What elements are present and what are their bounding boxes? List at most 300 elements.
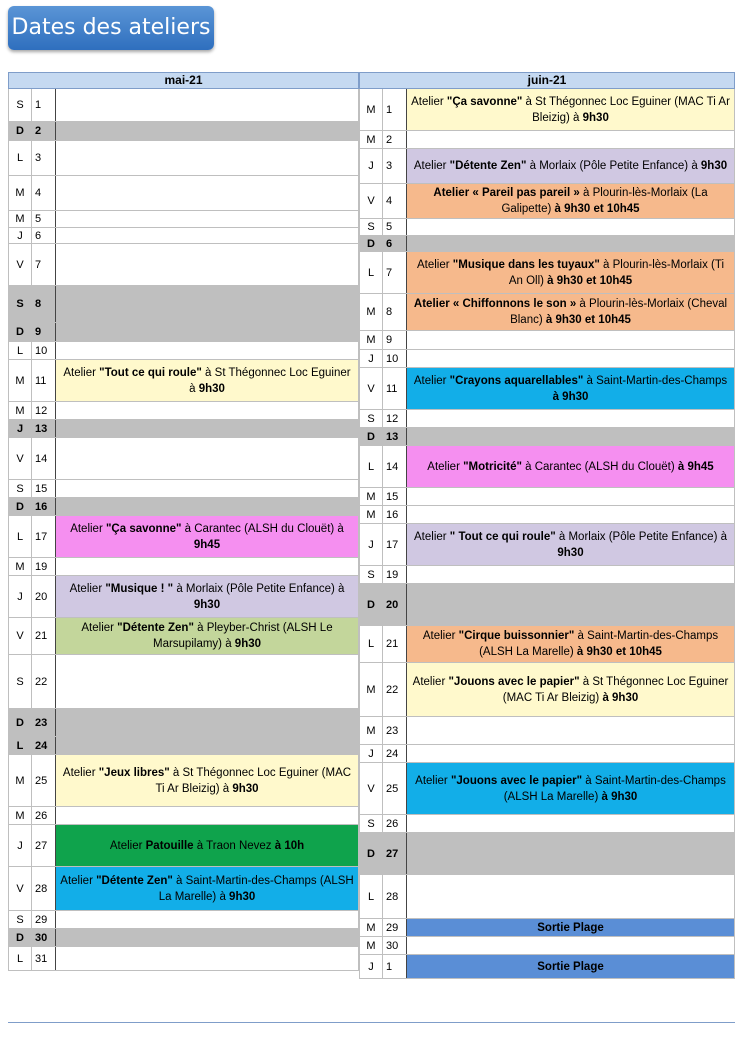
day-row: [359, 745, 735, 763]
day-row: [8, 176, 359, 211]
event-text: [410, 373, 731, 405]
day-number: 22: [383, 663, 407, 716]
event-cell: [56, 867, 359, 910]
empty-cell: [407, 410, 735, 427]
event-location: à Morlaix (Pôle Petite Enfance) à: [555, 530, 727, 543]
day-row: [359, 524, 735, 566]
weekday-letter: L: [359, 875, 383, 918]
day-number: 17: [32, 516, 56, 557]
event-time: 9h30: [198, 382, 225, 395]
weekday-letter: M: [359, 331, 383, 349]
event-cell: [56, 618, 359, 654]
weekday-letter: M: [359, 131, 383, 148]
day-row: [359, 446, 735, 488]
month-may: [8, 72, 359, 971]
weekday-letter: D: [8, 498, 32, 515]
day-row: [359, 717, 735, 745]
day-number: 6: [383, 236, 407, 251]
empty-cell: [56, 89, 359, 121]
empty-cell: [56, 244, 359, 285]
day-row: [8, 244, 359, 286]
rows-june: [359, 89, 735, 979]
weekday-letter: S: [359, 219, 383, 235]
event-name: "Musique dans les tuyaux": [452, 258, 600, 271]
event-prefix: Atelier: [69, 582, 106, 595]
day-row: [359, 919, 735, 937]
day-number: 29: [32, 911, 56, 928]
footer-line: [8, 1022, 735, 1023]
empty-cell: [56, 323, 359, 341]
empty-cell: [56, 737, 359, 754]
event-time: à 9h30 et 10h45: [554, 203, 640, 215]
weekday-letter: D: [359, 428, 383, 445]
empty-cell: [56, 807, 359, 824]
event-time: à 9h30 et 10h45: [576, 646, 662, 658]
day-row: [8, 122, 359, 141]
event-cell: [407, 663, 735, 716]
event-location: à Morlaix (Pôle Petite Enfance) à: [526, 160, 701, 172]
day-number: 20: [32, 576, 56, 617]
day-number: 16: [383, 506, 407, 523]
day-row: [8, 498, 359, 516]
event-prefix: Atelier: [413, 374, 450, 387]
event-prefix: Atelier: [416, 258, 453, 271]
event-cell: [56, 360, 359, 401]
empty-cell: [56, 947, 359, 970]
weekday-letter: L: [359, 626, 383, 662]
day-number: 12: [32, 402, 56, 419]
event-text: [410, 529, 731, 561]
weekday-letter: M: [8, 558, 32, 575]
empty-cell: [56, 176, 359, 210]
event-cell: [407, 446, 735, 487]
event-text: [59, 581, 355, 613]
weekday-letter: V: [359, 763, 383, 814]
day-row: [359, 294, 735, 331]
empty-cell: [56, 402, 359, 419]
event-location: à St Thégonnec Loc Eguiner (MAC Ti Ar Bleizig): [502, 675, 729, 704]
event-text: [410, 296, 731, 328]
empty-cell: [56, 141, 359, 175]
event-location: à Plourin-lès-Morlaix (La Galipette): [501, 187, 708, 215]
day-row: [8, 89, 359, 122]
empty-cell: [56, 929, 359, 946]
day-row: [359, 488, 735, 506]
day-number: 17: [383, 524, 407, 565]
weekday-letter: L: [8, 737, 32, 754]
day-number: 13: [383, 428, 407, 445]
weekday-letter: J: [359, 149, 383, 183]
day-number: 31: [32, 947, 56, 970]
event-text: [410, 628, 731, 660]
day-row: [8, 360, 359, 402]
day-number: 28: [383, 875, 407, 918]
empty-cell: [56, 498, 359, 515]
event-cell: [407, 184, 735, 218]
day-number: 6: [32, 228, 56, 243]
weekday-letter: M: [8, 176, 32, 210]
weekday-letter: D: [8, 709, 32, 736]
event-prefix: Atelier: [415, 774, 451, 787]
event-name: " Tout ce qui roule": [449, 530, 556, 543]
weekday-letter: M: [8, 402, 32, 419]
weekday-letter: D: [359, 584, 383, 625]
day-number: 24: [383, 745, 407, 762]
day-row: [8, 323, 359, 342]
empty-cell: [407, 745, 735, 762]
event-text: [59, 365, 355, 397]
event-name: "Musique ! ": [105, 582, 174, 595]
day-row: [359, 410, 735, 428]
event-time: 9h30: [700, 160, 728, 172]
day-row: [359, 763, 735, 815]
event-prefix: Atelier: [414, 530, 450, 543]
day-number: 20: [383, 584, 407, 625]
weekday-letter: L: [8, 342, 32, 359]
day-row: [359, 368, 735, 410]
day-row: [8, 737, 359, 755]
day-number: 21: [32, 618, 56, 654]
weekday-letter: S: [8, 480, 32, 497]
day-number: 26: [32, 807, 56, 824]
day-row: [359, 131, 735, 149]
event-name: Sortie Plage: [537, 921, 604, 934]
day-row: [8, 867, 359, 911]
day-row: [359, 149, 735, 184]
empty-cell: [407, 833, 735, 874]
event-time: à 9h30 et 10h45: [545, 314, 631, 326]
event-name: Sortie Plage: [537, 960, 604, 973]
event-cell: [407, 149, 735, 183]
month-june: [359, 72, 735, 979]
day-row: [8, 807, 359, 825]
event-location: à St Thégonnec Loc Eguiner à: [189, 366, 351, 395]
weekday-letter: J: [359, 955, 383, 978]
weekday-letter: L: [359, 252, 383, 293]
event-text: [414, 158, 727, 174]
event-location: à Carantec (ALSH du Clouët) à: [181, 522, 344, 535]
day-number: 14: [32, 438, 56, 479]
event-text: [427, 459, 713, 475]
event-cell: [56, 825, 359, 866]
event-text: [59, 873, 355, 905]
day-number: 12: [383, 410, 407, 427]
event-time: à 9h30: [602, 691, 639, 704]
day-number: 13: [32, 420, 56, 437]
event-name: "Détente Zen": [449, 160, 527, 172]
event-cell: [407, 763, 735, 814]
weekday-letter: V: [359, 368, 383, 409]
day-number: 15: [32, 480, 56, 497]
empty-cell: [407, 815, 735, 832]
day-row: [359, 350, 735, 368]
weekday-letter: L: [359, 446, 383, 487]
event-time: à 9h30 et 10h45: [547, 274, 633, 287]
empty-cell: [407, 584, 735, 625]
empty-cell: [407, 350, 735, 367]
weekday-letter: M: [359, 89, 383, 130]
event-name: "Tout ce qui roule": [99, 366, 202, 379]
day-number: 7: [383, 252, 407, 293]
day-number: 1: [383, 89, 407, 130]
day-number: 25: [32, 755, 56, 806]
day-row: [359, 566, 735, 584]
event-cell: [56, 576, 359, 617]
day-number: 30: [383, 937, 407, 954]
day-row: [8, 141, 359, 176]
day-row: [8, 576, 359, 618]
day-row: [359, 252, 735, 294]
day-row: [8, 438, 359, 480]
day-number: 3: [383, 149, 407, 183]
event-text: [410, 94, 731, 126]
day-row: [8, 480, 359, 498]
event-time: 9h30: [229, 890, 256, 903]
day-row: [8, 228, 359, 244]
event-text: [410, 257, 731, 289]
day-row: [8, 911, 359, 929]
event-time: à 9h45: [677, 460, 714, 473]
day-row: [359, 875, 735, 919]
day-number: 5: [32, 211, 56, 227]
event-name: Patouille: [145, 839, 194, 852]
day-row: [8, 755, 359, 807]
empty-cell: [407, 717, 735, 744]
day-number: 23: [32, 709, 56, 736]
event-time: à 10h: [274, 839, 305, 852]
day-number: 11: [32, 360, 56, 401]
day-number: 19: [32, 558, 56, 575]
day-number: 21: [383, 626, 407, 662]
empty-cell: [56, 122, 359, 140]
event-name: Atelier « Chiffonnons le son »: [413, 298, 577, 310]
event-name: "Ça savonne": [446, 95, 523, 108]
empty-cell: [56, 709, 359, 736]
event-location: à Morlaix (Pôle Petite Enfance) à: [173, 582, 345, 595]
day-number: 4: [32, 176, 56, 210]
day-number: 1: [383, 955, 407, 978]
event-prefix: Atelier: [412, 675, 449, 688]
empty-cell: [407, 331, 735, 349]
event-cell: [407, 252, 735, 293]
weekday-letter: M: [8, 755, 32, 806]
weekday-letter: V: [8, 867, 32, 910]
day-row: [8, 618, 359, 655]
day-row: [8, 558, 359, 576]
rows-may: [8, 89, 359, 971]
event-prefix: Atelier: [81, 622, 118, 634]
event-text: [59, 620, 355, 652]
day-row: [359, 236, 735, 252]
day-number: 23: [383, 717, 407, 744]
weekday-letter: M: [359, 717, 383, 744]
event-prefix: Atelier: [109, 839, 146, 852]
day-number: 8: [32, 286, 56, 322]
weekday-letter: M: [359, 919, 383, 936]
day-number: 3: [32, 141, 56, 175]
day-number: 29: [383, 919, 407, 936]
day-number: 27: [383, 833, 407, 874]
day-row: [359, 955, 735, 979]
day-number: 10: [383, 350, 407, 367]
weekday-letter: M: [359, 294, 383, 330]
event-location: à Traon Nevez: [193, 839, 275, 852]
day-number: 9: [383, 331, 407, 349]
event-time: à 9h30: [552, 390, 589, 403]
empty-cell: [407, 236, 735, 251]
empty-cell: [56, 342, 359, 359]
empty-cell: [407, 506, 735, 523]
event-time: 9h30: [582, 111, 609, 124]
weekday-letter: S: [359, 815, 383, 832]
event-location: à Plourin-lès-Morlaix (Ti An Oll): [508, 258, 724, 287]
day-number: 14: [383, 446, 407, 487]
empty-cell: [56, 911, 359, 928]
day-number: 4: [383, 184, 407, 218]
day-row: [359, 584, 735, 626]
event-prefix: Atelier: [422, 630, 459, 642]
empty-cell: [407, 488, 735, 505]
day-number: 10: [32, 342, 56, 359]
empty-cell: [56, 228, 359, 243]
weekday-letter: J: [8, 228, 32, 243]
day-row: [8, 286, 359, 323]
day-row: [359, 184, 735, 219]
day-row: [8, 929, 359, 947]
event-name: "Jeux libres": [98, 766, 170, 779]
day-row: [359, 937, 735, 955]
day-number: 28: [32, 867, 56, 910]
event-cell: [56, 755, 359, 806]
event-name: "Motricité": [463, 460, 522, 473]
day-row: [359, 219, 735, 236]
event-location: à Saint-Martin-des-Champs (ALSH La Marelle): [503, 774, 726, 803]
day-number: 30: [32, 929, 56, 946]
event-name: "Détente Zen": [96, 874, 173, 887]
weekday-letter: S: [8, 286, 32, 322]
event-cell: [407, 89, 735, 130]
page-title: Dates des ateliers: [8, 6, 214, 50]
event-time: à 9h30: [601, 790, 638, 803]
empty-cell: [56, 438, 359, 479]
empty-cell: [407, 219, 735, 235]
day-row: [359, 833, 735, 875]
event-text: [410, 773, 731, 805]
day-number: 25: [383, 763, 407, 814]
event-time: 9h30: [557, 546, 584, 559]
event-text: [59, 521, 355, 553]
event-cell: [407, 294, 735, 330]
empty-cell: [407, 875, 735, 918]
event-name: "Détente Zen": [117, 622, 194, 634]
day-row: [359, 428, 735, 446]
empty-cell: [56, 480, 359, 497]
day-row: [8, 655, 359, 709]
event-location: à St Thégonnec Loc Eguiner (MAC Ti Ar Bleizig) à: [522, 95, 730, 124]
event-text: [110, 838, 304, 854]
event-cell: [407, 626, 735, 662]
day-number: 7: [32, 244, 56, 285]
weekday-letter: M: [359, 488, 383, 505]
weekday-letter: S: [359, 410, 383, 427]
day-row: [8, 825, 359, 867]
day-row: [8, 342, 359, 360]
day-number: 2: [32, 122, 56, 140]
weekday-letter: M: [8, 360, 32, 401]
event-time: 9h30: [232, 782, 259, 795]
day-number: 11: [383, 368, 407, 409]
weekday-letter: S: [8, 89, 32, 121]
day-number: 2: [383, 131, 407, 148]
empty-cell: [56, 655, 359, 708]
weekday-letter: M: [359, 506, 383, 523]
weekday-letter: J: [359, 350, 383, 367]
weekday-letter: J: [8, 420, 32, 437]
empty-cell: [56, 420, 359, 437]
event-prefix: Atelier: [427, 460, 464, 473]
event-prefix: Atelier: [60, 874, 97, 887]
event-time: 9h30: [234, 638, 262, 650]
day-number: 16: [32, 498, 56, 515]
weekday-letter: D: [8, 122, 32, 140]
event-location: à St Thégonnec Loc Eguiner (MAC Ti Ar Bleizig) à: [155, 766, 352, 795]
event-text: [59, 765, 355, 797]
event-time: 9h45: [193, 538, 221, 551]
day-row: [359, 89, 735, 131]
month-header-may: mai-21: [8, 72, 359, 89]
day-number: 24: [32, 737, 56, 754]
event-prefix: Atelier: [62, 766, 99, 779]
event-location: à Plourin-lès-Morlaix (Cheval Blanc): [510, 298, 728, 326]
weekday-letter: S: [359, 566, 383, 583]
weekday-letter: J: [8, 825, 32, 866]
empty-cell: [407, 937, 735, 954]
event-cell: [56, 516, 359, 557]
weekday-letter: V: [8, 244, 32, 285]
day-row: [8, 420, 359, 438]
event-text: [410, 185, 731, 217]
day-number: 26: [383, 815, 407, 832]
day-number: 19: [383, 566, 407, 583]
event-name: "Crayons aquarellables": [449, 374, 584, 387]
event-text: [537, 959, 603, 975]
event-name: Atelier « Pareil pas pareil »: [433, 187, 580, 199]
day-row: [8, 516, 359, 558]
event-prefix: Atelier: [411, 95, 447, 108]
weekday-letter: J: [359, 745, 383, 762]
event-prefix: Atelier: [413, 160, 450, 172]
event-time: 9h30: [193, 598, 221, 611]
day-number: 1: [32, 89, 56, 121]
event-location: à Carantec (ALSH du Clouët): [521, 460, 678, 473]
day-row: [359, 815, 735, 833]
weekday-letter: L: [8, 516, 32, 557]
weekday-letter: V: [8, 618, 32, 654]
weekday-letter: S: [8, 911, 32, 928]
event-location: à Saint-Martin-des-Champs (ALSH La Marelle) à: [158, 874, 354, 903]
day-row: [359, 506, 735, 524]
empty-cell: [56, 558, 359, 575]
empty-cell: [56, 211, 359, 227]
day-number: 27: [32, 825, 56, 866]
day-number: 5: [383, 219, 407, 235]
event-cell: [407, 919, 735, 936]
event-location: à Saint-Martin-des-Champs: [583, 374, 728, 387]
event-location: à Saint-Martin-des-Champs (ALSH La Marelle): [479, 630, 719, 658]
event-text: [410, 674, 731, 706]
weekday-letter: L: [8, 947, 32, 970]
day-number: 22: [32, 655, 56, 708]
